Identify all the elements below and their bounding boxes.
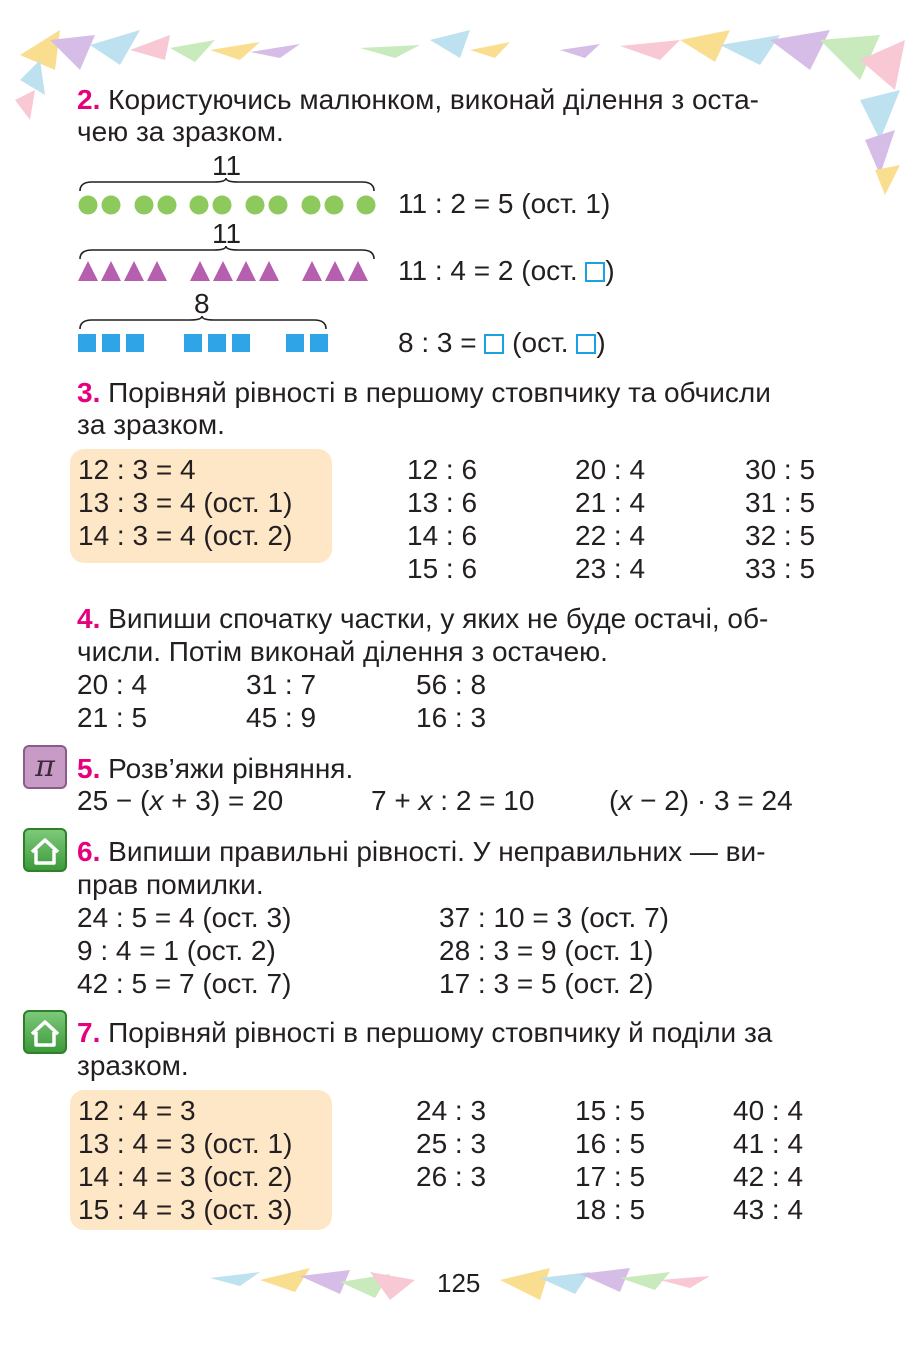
task7-instruction-line2: зразком. [77, 1050, 189, 1081]
equation: 28 : 3 = 9 (ост. 1) [439, 935, 654, 966]
task4-instruction-line2: числи. Потім виконай ділення з остачею. [77, 636, 608, 667]
task2-instruction-line1 [77, 84, 759, 116]
expression: 40 : 4 [733, 1095, 804, 1126]
task-text: Випиши спочатку частки, у яких не буде остачі, об- [108, 603, 769, 634]
expression: 42 : 4 [733, 1161, 804, 1192]
task-number: 2. [77, 84, 101, 115]
brace [78, 246, 378, 260]
green-dots-row [78, 194, 378, 221]
task-number: 6. [77, 836, 101, 867]
expression: 22 : 4 [575, 520, 646, 551]
task2-equation-1: 11 : 2 = 5 (ост. 1) [398, 188, 611, 219]
expression: 14 : 6 [407, 520, 478, 551]
equation: 42 : 5 = 7 (ост. 7) [77, 968, 292, 999]
answer-box[interactable] [576, 334, 596, 354]
home-icon [23, 828, 67, 872]
expression: 16 : 3 [416, 702, 487, 733]
expression: 41 : 4 [733, 1128, 804, 1159]
pi-icon: π [23, 745, 67, 789]
task-number: 4. [77, 603, 101, 634]
task6-instruction-line1 [77, 836, 766, 868]
expression: 18 : 5 [575, 1194, 646, 1225]
brace-label: 11 [212, 218, 242, 249]
expression: 12 : 6 [407, 454, 478, 485]
expression: 15 : 6 [407, 553, 478, 584]
sample-line: 13 : 3 = 4 (ост. 1) [78, 487, 293, 518]
task-number: 5. [77, 753, 101, 784]
expression: 13 : 6 [407, 487, 478, 518]
equation-text: ) [596, 327, 606, 358]
equation: 9 : 4 = 1 (ост. 2) [77, 935, 276, 966]
equation-text: 8 : 3 = [398, 327, 485, 358]
task-number: 3. [77, 377, 101, 408]
brace [78, 316, 332, 330]
expression: 33 : 5 [745, 553, 816, 584]
equation-text: ) [605, 255, 615, 286]
expression: 30 : 5 [745, 454, 816, 485]
equation-text: ( [609, 785, 619, 816]
equation-text: − 2) · 3 = 24 [632, 785, 793, 816]
sample-line: 12 : 4 = 3 [78, 1095, 196, 1126]
sample-line: 15 : 4 = 3 (ост. 3) [78, 1194, 293, 1225]
task6-instruction-line2: прав помилки. [77, 869, 264, 900]
task2-instruction-line2: чею за зразком. [77, 116, 284, 147]
expression: 23 : 4 [575, 553, 646, 584]
expression: 17 : 5 [575, 1161, 646, 1192]
task-text: Користуючись малюнком, виконай ділення з оста- [108, 84, 759, 115]
task3-instruction-line1 [77, 377, 771, 409]
expression: 31 : 5 [745, 487, 816, 518]
equation [371, 785, 534, 817]
expression: 15 : 5 [575, 1095, 646, 1126]
equation-text: 7 + [371, 785, 419, 816]
purple-triangles-row [78, 260, 378, 287]
task-text: Розв’яжи рівняння. [108, 753, 354, 784]
task7-instruction-line1 [77, 1017, 772, 1049]
brace [78, 178, 378, 192]
brace-label: 11 [212, 150, 242, 181]
answer-box[interactable] [585, 262, 605, 282]
equation-text: 11 : 4 = 2 (ост. [398, 255, 586, 286]
task3-instruction-line2: за зразком. [77, 409, 225, 440]
sample-line: 12 : 3 = 4 [78, 454, 196, 485]
sample-line: 14 : 4 = 3 (ост. 2) [78, 1161, 293, 1192]
blue-squares-row [78, 334, 338, 359]
task4-instruction-line1 [77, 603, 768, 635]
sample-line: 13 : 4 = 3 (ост. 1) [78, 1128, 293, 1159]
expression: 20 : 4 [77, 669, 148, 700]
task-text: Випиши правильні рівності. У неправильних — ви- [108, 836, 766, 867]
expression: 56 : 8 [416, 669, 487, 700]
answer-box[interactable] [484, 334, 504, 354]
expression: 25 : 3 [416, 1128, 487, 1159]
brace-label: 8 [194, 288, 210, 319]
equation: 24 : 5 = 4 (ост. 3) [77, 902, 292, 933]
variable-x: x [618, 785, 633, 816]
equation-text: 25 − ( [77, 785, 150, 816]
variable-x: x [418, 785, 433, 816]
expression: 21 : 5 [77, 702, 148, 733]
equation [77, 785, 283, 817]
home-icon [23, 1010, 67, 1054]
task-number: 7. [77, 1017, 101, 1048]
task2-equation-3 [398, 327, 606, 359]
equation-text: (ост. [504, 327, 577, 358]
equation-text: + 3) = 20 [163, 785, 284, 816]
expression: 32 : 5 [745, 520, 816, 551]
variable-x: x [149, 785, 164, 816]
equation: 17 : 3 = 5 (ост. 2) [439, 968, 654, 999]
equation-text: : 2 = 10 [432, 785, 535, 816]
expression: 24 : 3 [416, 1095, 487, 1126]
task5-instruction [77, 753, 353, 785]
expression: 26 : 3 [416, 1161, 487, 1192]
page-number: 125 [437, 1268, 481, 1298]
task-text: Порівняй рівності в першому стовпчику й поділи за [108, 1017, 773, 1048]
expression: 16 : 5 [575, 1128, 646, 1159]
equation: 37 : 10 = 3 (ост. 7) [439, 902, 669, 933]
expression: 31 : 7 [246, 669, 317, 700]
sample-line: 14 : 3 = 4 (ост. 2) [78, 520, 293, 551]
task2-equation-2 [398, 255, 615, 287]
equation [609, 785, 793, 817]
expression: 45 : 9 [246, 702, 317, 733]
expression: 21 : 4 [575, 487, 646, 518]
expression: 20 : 4 [575, 454, 646, 485]
task-text: Порівняй рівності в першому стовпчику та обчисли [108, 377, 771, 408]
expression: 43 : 4 [733, 1194, 804, 1225]
